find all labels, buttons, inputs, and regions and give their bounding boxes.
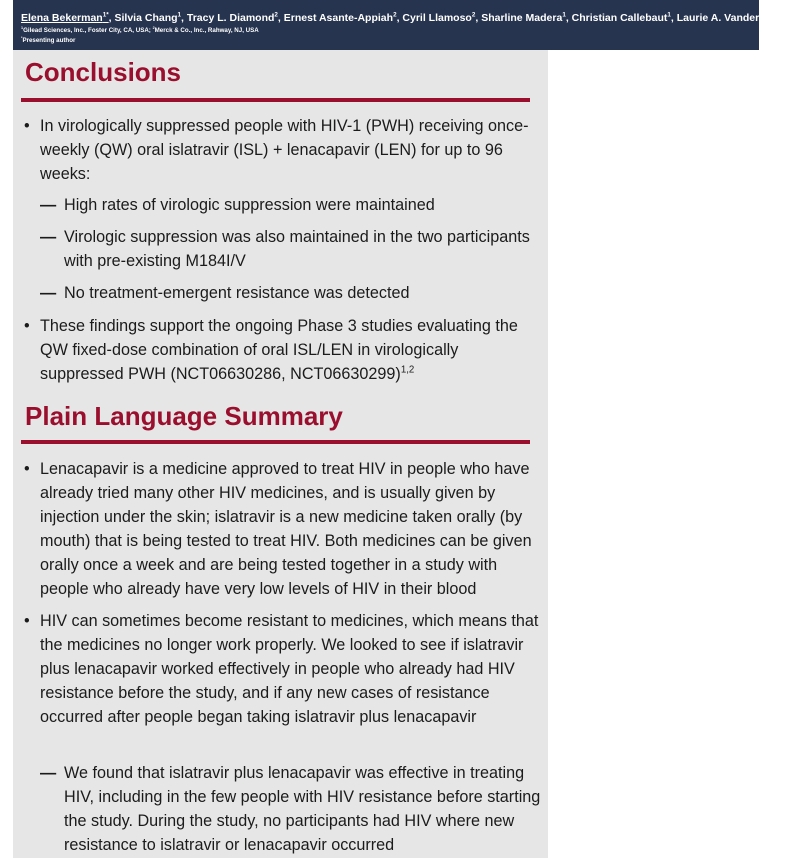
conclusions-divider [21, 98, 530, 102]
summary-bullet-1: Lenacapavir is a medicine approved to treat HIV in people who have already tried many other HIV medicines, and is usually given by injection under the skin; islatravir is a new medicine taken orally (by mouth) that is being tested to treat HIV. Both medicines can be given orally once a week and are being tested together in a study with people who already have very low levels of HIV in their blood [40, 460, 532, 598]
presenting-author: Elena Bekerman$^{1*}$ [21, 11, 109, 24]
summary-sub-1: We found that islatravir plus lenacapavir was effective in treating HIV, including in the few people with HIV resistance before starting the study. During the study, no participants had HIV where new resistance to islatravir or lenacapavir occurred [64, 764, 541, 854]
author-list [21, 11, 787, 25]
conclusion-bullet-1: In virologically suppressed people with HIV-1 (PWH) receiving once-weekly (QW) oral islatravir (ISL) + lenacapavir (LEN) for up to 96 weeks: [40, 117, 529, 183]
bullet-marker: • [24, 317, 30, 335]
other-authors: , Silvia Chang$^1$, Tracy L. Diamond$^2$, Ernest Asante-Appiah$^2$, Cyril Llamoso$^2$, Sharline Madera$^1$, Christian Callebaut$^1$, Laurie A. VanderVeen$^1$ [108, 11, 787, 24]
dash-marker: — [40, 196, 57, 214]
summary-bullet-2: HIV can sometimes become resistant to medicines, which means that the medicines no longer work properly. We looked to see if islatravir plus lenacapavir worked effectively in people who already had HIV resistance before the study, and if any new cases of resistance occurred after people began taking islatravir plus lenacapavir [40, 612, 539, 726]
author-banner [13, 0, 787, 50]
conclusion-sub-2: Virologic suppression was also maintained in the two participants with pre-existing M184I/V [64, 228, 530, 270]
dash-marker: — [40, 228, 57, 246]
conclusion-sub-3: No treatment-emergent resistance was detected [64, 284, 410, 302]
conclusion-sub-1: High rates of virologic suppression were maintained [64, 196, 435, 214]
dash-marker: — [40, 284, 57, 302]
plain-language-divider [21, 440, 530, 444]
dash-marker: — [40, 764, 57, 782]
bullet-marker: • [24, 117, 30, 135]
plain-language-heading: Plain Language Summary [25, 401, 343, 431]
bullet-marker: • [24, 612, 30, 630]
presenting-author-note: *Presenting author [21, 35, 76, 44]
conclusion-bullet-2: These findings support the ongoing Phase 3 studies evaluating the QW fixed-dose combination of oral ISL/LEN in virologically suppressed PWH (NCT06630286, NCT06630299)$^{1,2}$ [40, 317, 518, 383]
bullet-marker: • [24, 460, 30, 478]
content-panel [13, 50, 548, 858]
conclusions-heading: Conclusions [25, 57, 182, 87]
affiliations: $^1$Gilead Sciences, Inc., Foster City, CA, USA; $^2$Merck & Co., Inc., Rahway, NJ, USA [21, 25, 259, 34]
